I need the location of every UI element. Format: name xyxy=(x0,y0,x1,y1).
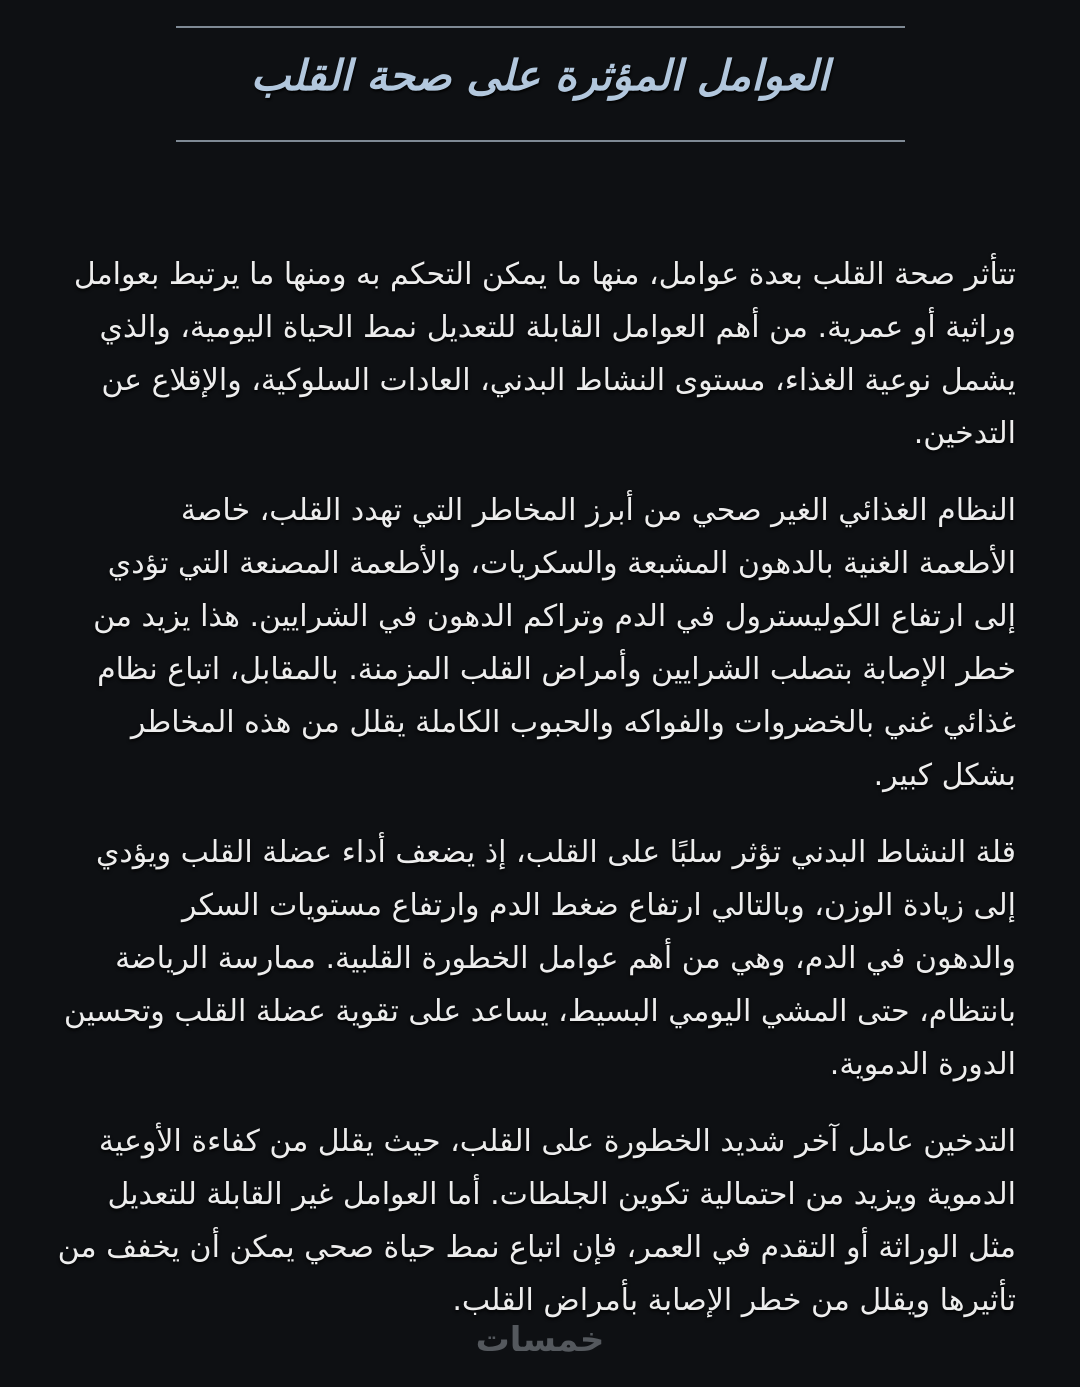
text-line: تتأثر صحة القلب بعدة عوامل، منها ما يمكن التحكم به ومنها ما يرتبط بعوامل xyxy=(73,257,1016,292)
paragraph xyxy=(64,826,1016,1091)
text-line: غذائي غني بالخضروات والفواكه والحبوب الكاملة يقلل من هذه المخاطر xyxy=(130,705,1016,740)
text-line: الأطعمة الغنية بالدهون المشبعة والسكريات، والأطعمة المصنعة التي تؤدي xyxy=(107,546,1016,581)
text-line: مثل الوراثة أو التقدم في العمر، فإن اتباع نمط حياة صحي يمكن أن يخفف من xyxy=(57,1230,1016,1265)
text-line: النظام الغذائي الغير صحي من أبرز المخاطر التي تهدد القلب، خاصة xyxy=(180,493,1016,528)
paragraph xyxy=(64,248,1016,460)
text-line: التدخين. xyxy=(913,416,1016,451)
text-line: بشكل كبير. xyxy=(873,758,1016,793)
text-line: إلى زيادة الوزن، وبالتالي ارتفاع ضغط الدم وارتفاع مستويات السكر xyxy=(182,888,1016,923)
text-line: التدخين عامل آخر شديد الخطورة على القلب، حيث يقلل من كفاءة الأوعية xyxy=(98,1124,1016,1159)
paragraph xyxy=(64,484,1016,802)
text-line: تأثيرها ويقلل من خطر الإصابة بأمراض القلب. xyxy=(452,1283,1016,1318)
paragraph xyxy=(57,1115,1016,1327)
text-line: وراثية أو عمرية. من أهم العوامل القابلة للتعديل نمط الحياة اليومية، والذي xyxy=(99,310,1016,345)
article-body xyxy=(57,248,1016,1351)
text-line: الدموية ويزيد من احتمالية تكوين الجلطات. أما العوامل غير القابلة للتعديل xyxy=(107,1177,1016,1212)
title-divider-top xyxy=(176,26,905,28)
khamsat-watermark: خمسات xyxy=(475,1320,605,1360)
text-line: خطر الإصابة بتصلب الشرايين وأمراض القلب المزمنة. بالمقابل، اتباع نظام xyxy=(97,652,1016,687)
page-title: العوامل المؤثرة على صحة القلب xyxy=(250,51,830,100)
text-line: بانتظام، حتى المشي اليومي البسيط، يساعد على تقوية عضلة القلب وتحسين xyxy=(63,994,1016,1029)
title-divider-bottom xyxy=(176,140,905,142)
text-line: الدورة الدموية. xyxy=(829,1047,1016,1082)
text-line: قلة النشاط البدني تؤثر سلبًا على القلب، إذ يضعف أداء عضلة القلب ويؤدي xyxy=(95,835,1016,870)
text-line: والدهون في الدم، وهي من أهم عوامل الخطورة القلبية. ممارسة الرياضة xyxy=(115,941,1016,976)
text-line: يشمل نوعية الغذاء، مستوى النشاط البدني، العادات السلوكية، والإقلاع عن xyxy=(101,363,1016,398)
text-line: إلى ارتفاع الكوليسترول في الدم وتراكم الدهون في الشرايين. هذا يزيد من xyxy=(93,599,1016,634)
